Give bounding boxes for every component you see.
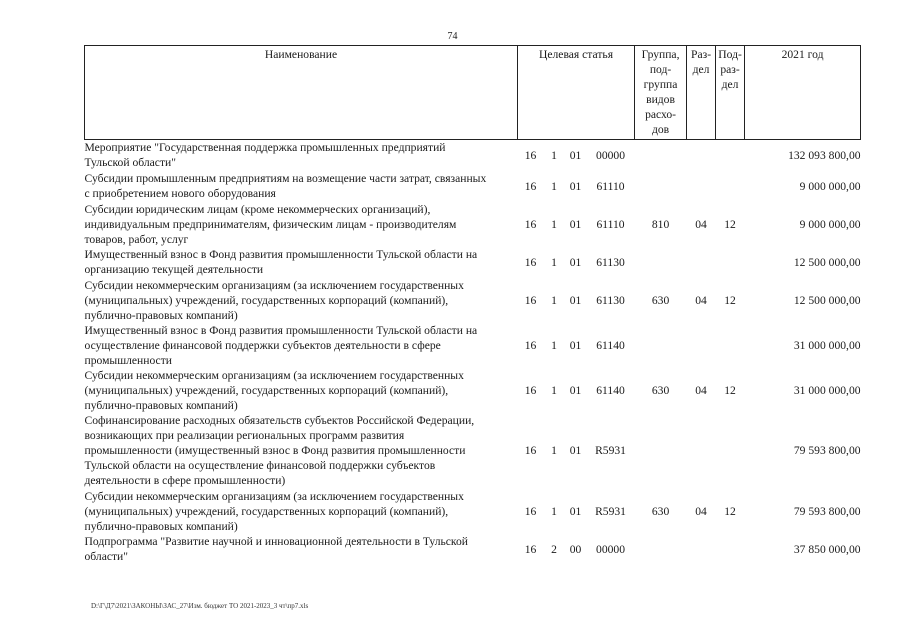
row-group	[635, 247, 687, 278]
row-code: R5931	[595, 444, 626, 457]
row-code: 61140	[596, 383, 625, 397]
row-part: 16	[524, 444, 537, 457]
row-part: 16	[524, 217, 537, 231]
header-name: Наименование	[85, 46, 518, 140]
table-row	[85, 278, 861, 323]
row-section	[687, 140, 716, 171]
row-name: Софинансирование расходных обязательств субъектов Российской Федерации, возникающих при реализации региональных программ развития промышленности (имущественный взнос в Фонд развития промышленности Тульской области на осуществление финансовой поддержки субъектов деятельности в сфере промышленности)	[84, 414, 475, 487]
row-code: 61110	[596, 217, 625, 231]
row-name: Имущественный взнос в Фонд развития промышленности Тульской области на организацию текущей деятельности	[84, 248, 478, 276]
row-sub: 1	[551, 444, 557, 457]
row-sub: 1	[551, 504, 557, 518]
row-sub: 1	[551, 179, 557, 193]
header-target-article: Целевая статья	[518, 46, 635, 140]
page-number: 74	[447, 31, 458, 42]
row-section: 04	[695, 293, 707, 307]
row-group: 810	[651, 217, 670, 231]
row-main: 01	[569, 217, 582, 231]
row-name: Субсидии промышленным предприятиям на возмещение части затрат, связанных с приобретением нового оборудования	[84, 172, 487, 200]
row-subsection	[716, 171, 745, 202]
row-group: 630	[651, 293, 670, 307]
row-group	[635, 171, 687, 202]
table-row	[85, 171, 861, 202]
row-group: 630	[651, 383, 670, 397]
row-amount: 31 000 000,00	[793, 338, 861, 352]
row-name: Субсидии некоммерческим организациям (за исключением государственных (муниципальных) учреждений, государственных корпораций (компаний), публично-правовых компаний)	[84, 278, 464, 322]
header-section: Раз- дел	[687, 46, 716, 140]
row-name: Имущественный взнос в Фонд развития промышленности Тульской области на осуществление финансовой поддержки субъектов деятельности в сфере промышленности	[84, 323, 478, 367]
row-subsection: 12	[724, 383, 736, 397]
row-code: 61110	[596, 179, 625, 193]
row-name: Подпрограмма "Развитие научной и инновационной деятельности в Тульской области"	[84, 535, 468, 563]
row-part: 16	[524, 179, 537, 193]
row-amount: 12 500 000,00	[793, 293, 861, 307]
row-section	[687, 534, 716, 565]
row-subsection: 12	[724, 217, 736, 231]
row-name: Мероприятие "Государственная поддержка промышленных предприятий Тульской области"	[84, 141, 446, 170]
row-main: 01	[569, 338, 582, 352]
row-main: 01	[569, 383, 582, 397]
row-subsection	[716, 534, 745, 565]
row-section: 04	[695, 383, 707, 397]
table-row	[85, 534, 861, 565]
row-subsection	[716, 247, 745, 278]
table-row	[85, 247, 861, 278]
row-main: 01	[569, 504, 582, 518]
row-main: 01	[569, 255, 582, 269]
row-subsection	[716, 323, 745, 368]
row-amount: 79 593 800,00	[793, 444, 861, 457]
row-main: 01	[569, 179, 582, 193]
row-sub: 1	[551, 338, 557, 352]
row-name: Субсидии некоммерческим организациям (за исключением государственных (муниципальных) учреждений, государственных корпораций (компаний), публично-правовых компаний)	[84, 489, 464, 533]
row-section	[687, 247, 716, 278]
row-part: 16	[524, 148, 537, 162]
row-part: 16	[524, 542, 537, 556]
row-sub: 1	[551, 255, 557, 269]
table-row	[85, 323, 861, 368]
row-code: 61130	[596, 293, 625, 307]
row-amount: 12 500 000,00	[793, 255, 861, 269]
row-main: 00	[569, 542, 582, 556]
file-path-footer: D:\Г\Д7\2021\ЗАКОНЫ\ЗАС_27\Изм. бюджет ТО 2021-2023_3 чт\пр7.xls	[91, 602, 309, 610]
row-amount: 31 000 000,00	[793, 383, 861, 397]
row-subsection	[716, 413, 745, 489]
table-row	[85, 368, 861, 413]
row-group	[635, 140, 687, 171]
row-section: 04	[695, 217, 707, 231]
row-sub: 1	[551, 217, 557, 231]
row-code: 61140	[596, 338, 625, 352]
row-subsection	[716, 140, 745, 171]
row-amount: 9 000 000,00	[799, 179, 861, 193]
row-group: 630	[651, 504, 670, 518]
row-subsection: 12	[724, 504, 736, 518]
row-group	[635, 413, 687, 489]
row-section: 04	[695, 504, 707, 518]
table-header-row	[85, 46, 861, 140]
header-expense-group: Группа, под- группа видов расхо- дов	[635, 46, 687, 140]
table-row	[85, 489, 861, 534]
row-code: 00000	[596, 542, 626, 556]
row-main: 01	[569, 148, 582, 162]
header-year: 2021 год	[745, 46, 861, 140]
row-part: 16	[524, 383, 537, 397]
row-amount: 132 093 800,00	[788, 148, 861, 162]
row-amount: 79 593 800,00	[793, 504, 861, 518]
header-subsection: Под- раз- дел	[716, 46, 745, 140]
row-code: R5931	[595, 504, 626, 518]
row-group	[635, 323, 687, 368]
table-row	[85, 140, 861, 171]
row-section	[687, 171, 716, 202]
table-row	[85, 202, 861, 247]
row-code: 00000	[596, 148, 626, 162]
row-sub: 1	[551, 383, 557, 397]
row-part: 16	[524, 255, 537, 269]
row-sub: 2	[551, 542, 557, 556]
table-row	[85, 413, 861, 489]
row-main: 01	[569, 444, 582, 457]
row-sub: 1	[551, 293, 557, 307]
row-main: 01	[569, 293, 582, 307]
row-section	[687, 413, 716, 489]
row-code: 61130	[596, 255, 625, 269]
row-name: Субсидии некоммерческим организациям (за исключением государственных (муниципальных) учреждений, государственных корпораций (компаний), публично-правовых компаний)	[84, 368, 464, 412]
budget-table	[84, 45, 861, 565]
row-part: 16	[524, 504, 537, 518]
row-part: 16	[524, 338, 537, 352]
row-amount: 9 000 000,00	[799, 217, 861, 231]
row-subsection: 12	[724, 293, 736, 307]
row-name: Субсидии юридическим лицам (кроме некоммерческих организаций), индивидуальным предпринимателям, физическим лицам - производителям товаров, работ, услуг	[84, 202, 457, 246]
row-part: 16	[524, 293, 537, 307]
row-section	[687, 323, 716, 368]
row-group	[635, 534, 687, 565]
row-sub: 1	[551, 148, 557, 162]
row-amount: 37 850 000,00	[793, 542, 861, 556]
